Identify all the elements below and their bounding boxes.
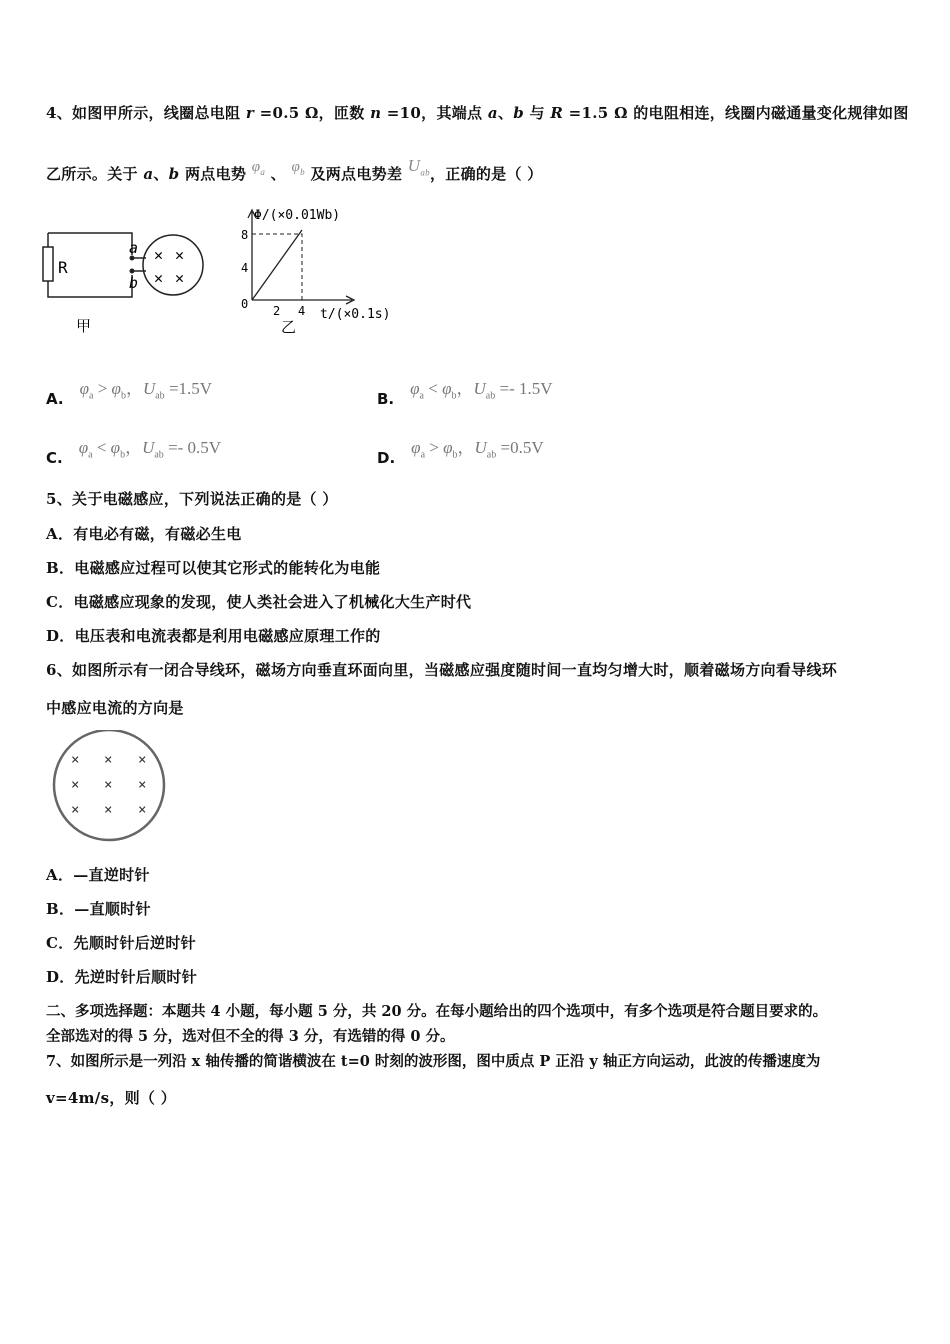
x-tick: 2 (273, 304, 281, 318)
q4-option-a[interactable]: $A.\varphi_a > \varphi_b$，$U_{ab} =1.5V$ (46, 379, 213, 408)
field-mark: ✕ (175, 246, 185, 264)
q6-option-b[interactable]: B．—直顺时针 (46, 900, 151, 918)
y-tick: 4 (241, 261, 249, 275)
y-axis-label: Φ/(×0.01Wb) (254, 208, 341, 223)
q6-option-a[interactable]: A．—直逆时针 (46, 866, 150, 884)
q6-stem-line2: 中感应电流的方向是 (46, 699, 184, 717)
x-tick: 4 (298, 304, 306, 318)
q4-stem-line1: 4、如图甲所示，线圈总电阻 r =0.5 Ω，匝数 n =10，其端点 a、b 与 R =1.5 Ω 的电阻相连，线圈内磁通量变化规律如图 (46, 104, 909, 122)
figure-caption: 甲 (76, 317, 92, 335)
y-tick: 8 (241, 228, 249, 242)
figure-yi (236, 202, 396, 337)
y-tick: 0 (241, 297, 249, 311)
coil-circle (143, 235, 203, 295)
terminal-b-label: b (129, 274, 139, 292)
field-mark: × (104, 752, 113, 768)
q5-stem: 5、关于电磁感应，下列说法正确的是（ ） (46, 490, 338, 508)
q6-option-c[interactable]: C．先顺时针后逆时针 (46, 934, 196, 952)
figure-jia (40, 225, 215, 340)
field-mark: ✕ (175, 269, 185, 287)
q7-stem-line1: 7、如图所示是一列沿 x 轴传播的简谐横波在 t=0 时刻的波形图，图中质点 P 正沿 y 轴正方向运动，此波的传播速度为 (46, 1053, 821, 1070)
x-axis-label: t/(×0.1s) (320, 307, 391, 322)
q4-option-d[interactable]: $D.\varphi_a > \varphi_b$，$U_{ab} =0.5V$ (377, 438, 544, 467)
field-mark: × (104, 777, 113, 793)
field-mark: × (138, 752, 147, 768)
flux-line (252, 230, 302, 300)
section2-header-line1: 二、多项选择题：本题共 4 小题，每小题 5 分，共 20 分。在每小题给出的四个选项中，有多个选项是符合题目要求的。 (46, 1003, 828, 1020)
field-mark: × (71, 777, 80, 793)
field-mark: × (71, 752, 80, 768)
q4-stem-line2: 乙所示。关于 a、b 两点电势 $\varphi_a$ 、 $\varphi_b$ 及两点电势差 $U_{ab}$，正确的是（ ） (46, 156, 543, 183)
resistor (43, 247, 53, 281)
section2-header-line2: 全部选对的得 5 分，选对但不全的得 3 分，有选错的得 0 分。 (46, 1028, 455, 1045)
field-mark: × (71, 802, 80, 818)
q4-option-c[interactable]: $C.\varphi_a < \varphi_b$，$U_{ab} =- 0.5V$ (46, 438, 222, 467)
terminal-a-label: a (129, 239, 139, 257)
q5-option-b[interactable]: B．电磁感应过程可以使其它形式的能转化为电能 (46, 559, 381, 577)
figure-caption: 乙 (281, 318, 297, 336)
resistor-label: R (58, 258, 68, 277)
figure-ring (50, 730, 170, 845)
q6-stem-line1: 6、如图所示有一闭合导线环，磁场方向垂直环面向里，当磁感应强度随时间一直均匀增大时，顺着磁场方向看导线环 (46, 661, 838, 679)
q4-option-b[interactable]: $B.\varphi_a < \varphi_b$，$U_{ab} =- 1.5V$ (377, 379, 553, 408)
q5-option-c[interactable]: C．电磁感应现象的发现，使人类社会进入了机械化大生产时代 (46, 593, 472, 611)
field-mark: × (104, 802, 113, 818)
field-mark: ✕ (154, 246, 164, 264)
field-mark: × (138, 802, 147, 818)
q6-option-d[interactable]: D．先逆时针后顺时针 (46, 968, 198, 986)
field-mark: ✕ (154, 269, 164, 287)
q5-option-d[interactable]: D．电压表和电流表都是利用电磁感应原理工作的 (46, 627, 381, 645)
field-mark: × (138, 777, 147, 793)
q7-stem-line2: v=4m/s，则（ ） (46, 1089, 177, 1107)
q5-option-a[interactable]: A．有电必有磁，有磁必生电 (46, 525, 242, 543)
